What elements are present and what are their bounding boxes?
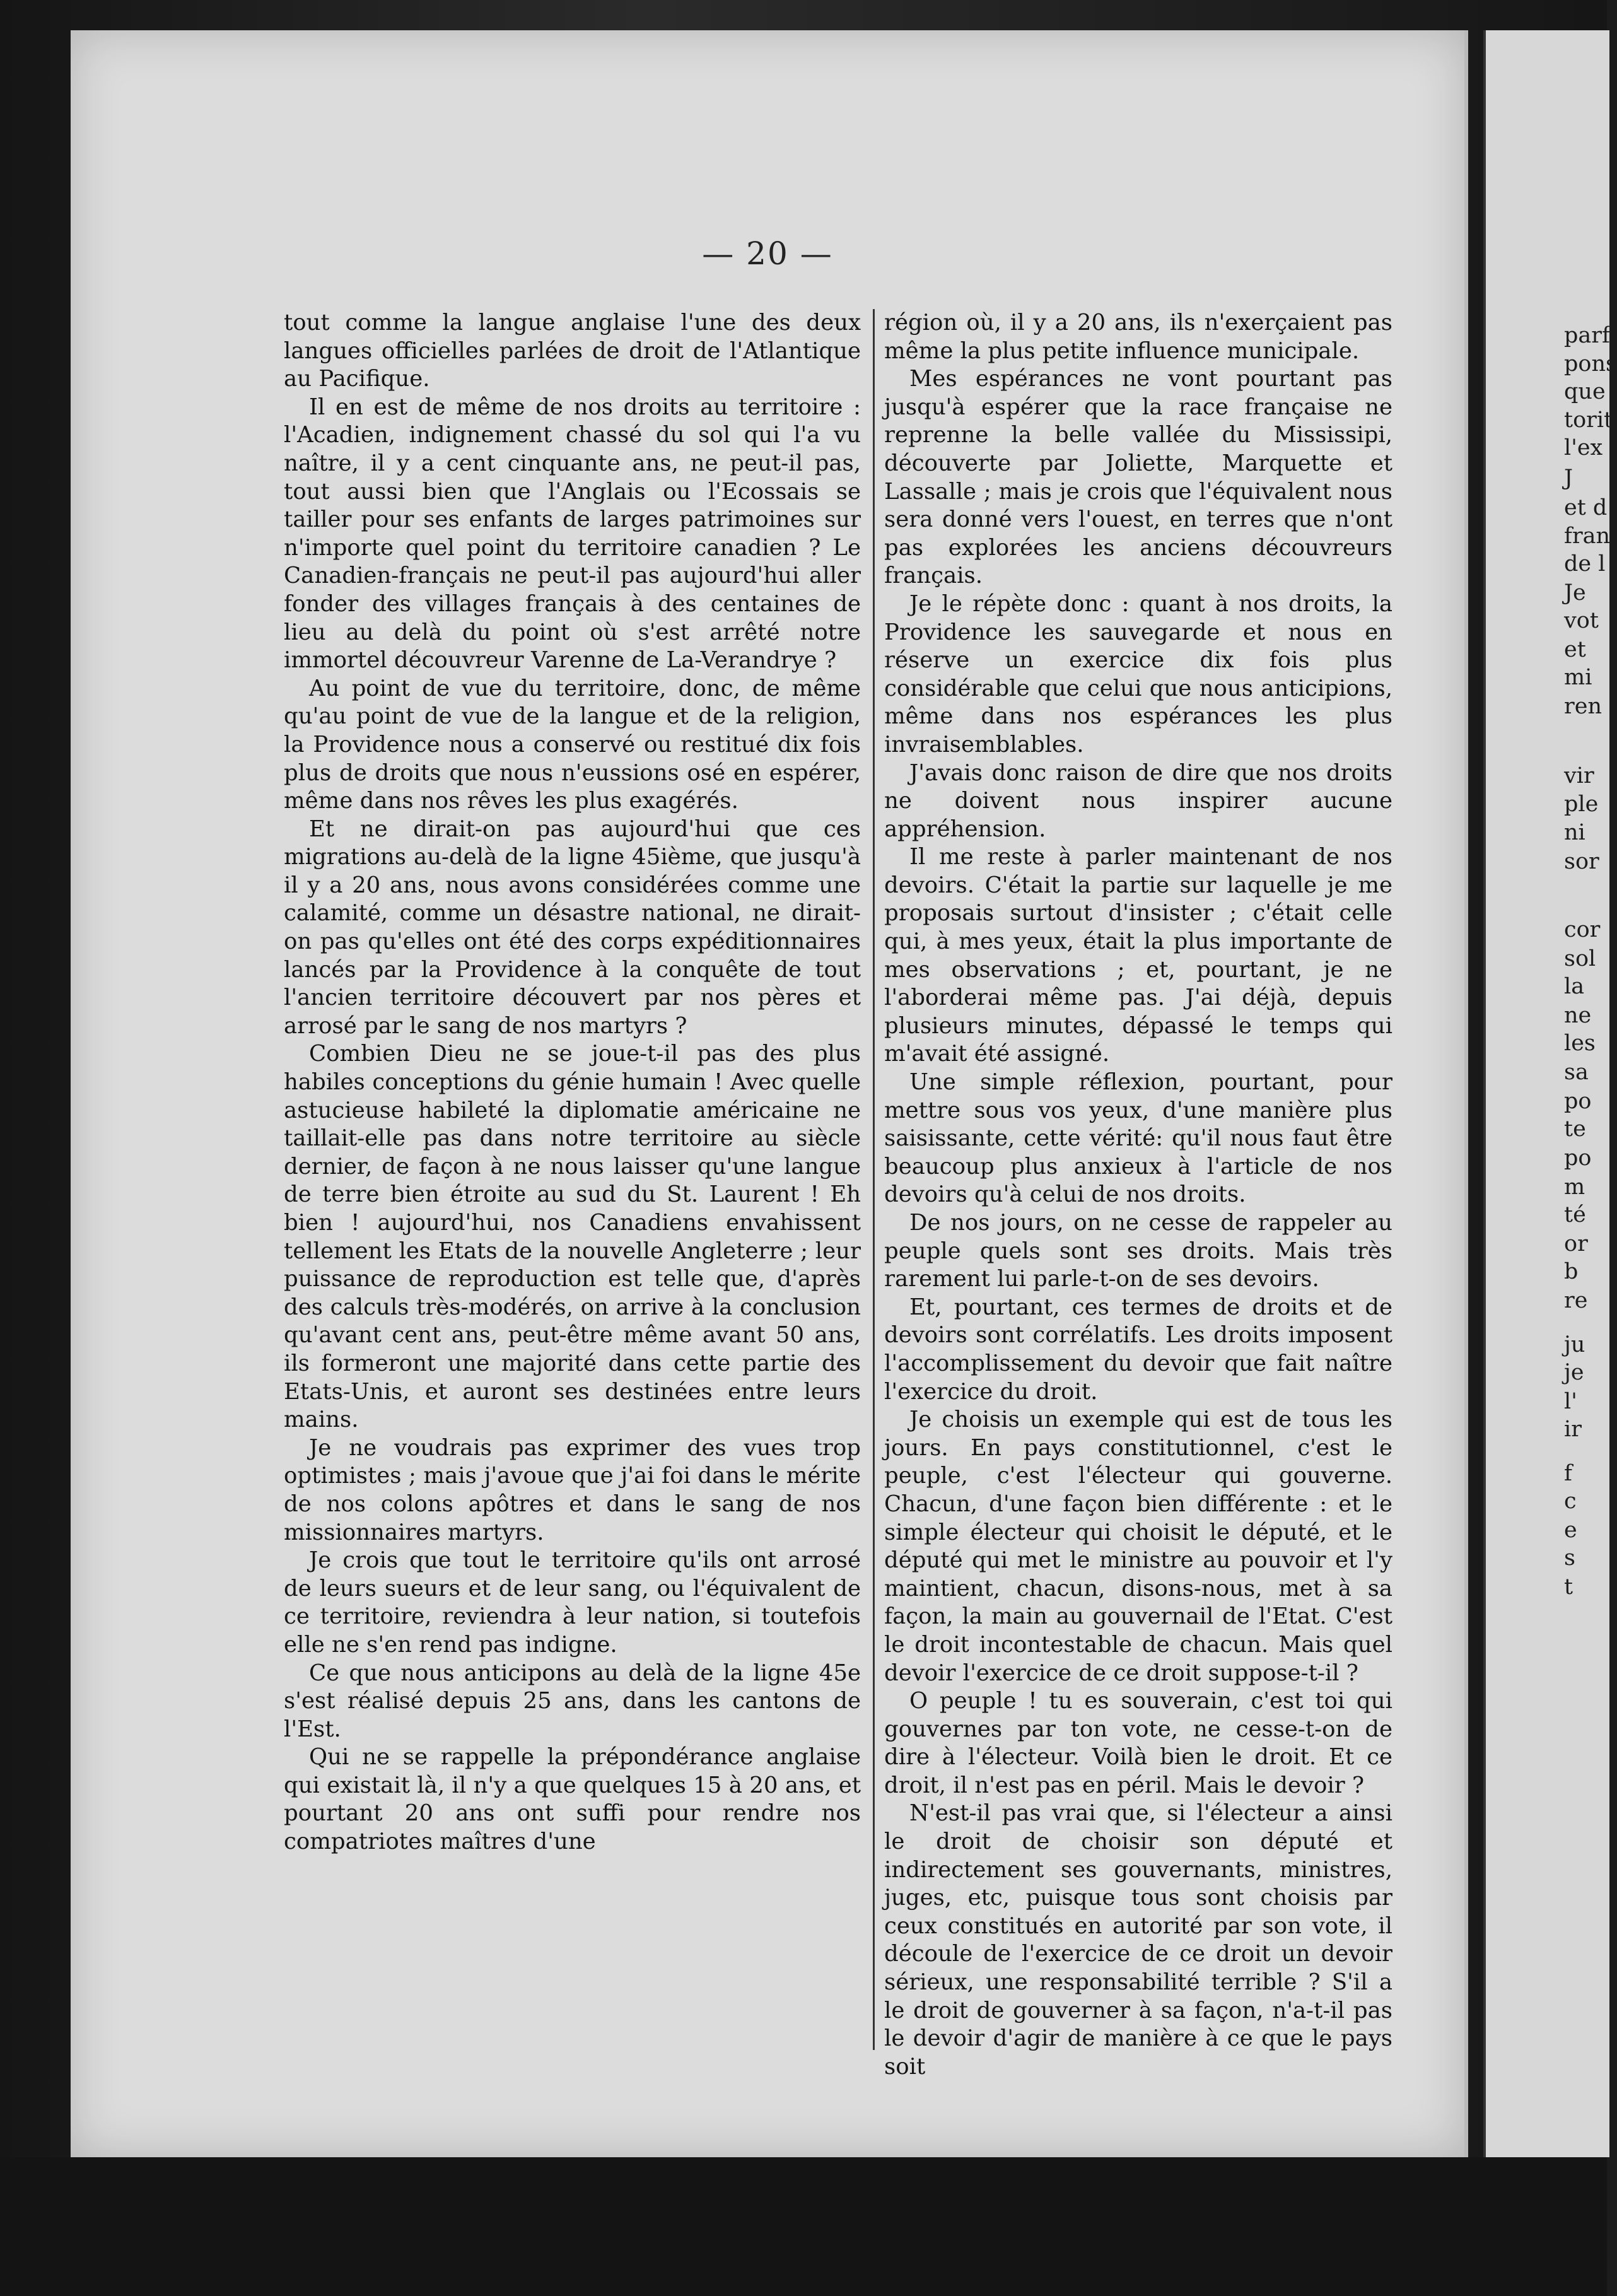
adjacent-page-fragment: m (1564, 1174, 1585, 1200)
paragraph: région où, il y a 20 ans, ils n'exerçaient pas même la plus petite influence municipale. (884, 310, 1392, 364)
adjacent-page-fragment: J (1564, 466, 1573, 491)
paragraph: Je crois que tout le territoire qu'ils ont arrosé de leurs sueurs et de leur sang, ou l'équivalent de ce territoire, reviendra à leur nation, si toutefois elle ne s'en rend pas indigne. (284, 1547, 861, 1658)
adjacent-page-fragment: que (1564, 379, 1606, 404)
adjacent-page-fragment: ni (1564, 820, 1585, 845)
adjacent-page-fragment: po (1564, 1089, 1592, 1114)
scan-bottom-margin (0, 2157, 1607, 2296)
adjacent-page-fragment: ju (1564, 1332, 1585, 1357)
page-number: — 20 — (702, 235, 833, 272)
paragraph: Il en est de même de nos droits au territoire : l'Acadien, indignement chassé du sol qui l'a vu naître, il y a cent cinquante ans, ne peut-il pas, tout aussi bien que l'Anglais ou l'Ecossais se tailler pour ses enfants de larges patrimoines sur n'importe quel point du territoire canadien ? Le Canadien-français ne peut-il pas aujourd'hui aller fonder des villages français à des centaines de lieu au delà du point où s'est arrêté notre immortel découvreur Varenne de La-Verandrye ? (284, 394, 861, 674)
adjacent-page-fragment: parf (1564, 323, 1610, 348)
paragraph: N'est-il pas vrai que, si l'électeur a ainsi le droit de choisir son député et indirectement ses gouvernants, ministres, juges, etc, puisque tous sont choisis par ceux constitués en autorité par son vote, il découle de l'exercice de ce droit un devoir sérieux, une responsabilité terrible ? S'il a le droit de gouverner à sa façon, n'a-t-il pas le devoir d'agir de manière à ce que le pays soit (884, 1800, 1392, 2080)
paragraph: Il me reste à parler maintenant de nos devoirs. C'était la partie sur laquelle je me proposais surtout d'insister ; c'était celle qui, à mes yeux, était la plus importante de mes observations ; et, pourtant, je ne l'aborderai même pas. J'ai déjà, depuis plusieurs minutes, dépassé le temps qui m'avait été assigné. (884, 844, 1392, 1067)
adjacent-page-fragment: t (1564, 1574, 1573, 1600)
paragraph: Au point de vue du territoire, donc, de même qu'au point de vue de la langue et de la religion, la Providence nous a conservé ou restitué dix fois plus de droits que nous n'eussions osé en espérer, même dans nos rêves les plus exagérés. (284, 675, 861, 814)
adjacent-page-fragment: Je (1564, 580, 1586, 606)
right-text-column (884, 309, 1392, 2081)
left-text-column (284, 309, 861, 1856)
paragraph: O peuple ! tu es souverain, c'est toi qui gouvernes par ton vote, ne cesse-t-on de dire à l'électeur. Voilà bien le droit. Et ce droit, il n'est pas en péril. Mais le devoir ? (884, 1688, 1392, 1798)
column-divider (873, 309, 875, 2050)
adjacent-page-fragment: pons (1564, 351, 1617, 377)
adjacent-page-fragment: sor (1564, 849, 1599, 874)
adjacent-page-fragment: po (1564, 1145, 1592, 1171)
adjacent-page-fragment: cor (1564, 917, 1601, 942)
paragraph: Ce que nous anticipons au delà de la ligne 45e s'est réalisé depuis 25 ans, dans les cantons de l'Est. (284, 1660, 861, 1742)
paragraph: Qui ne se rappelle la prépondérance anglaise qui existait là, il n'y a que quelques 15 à 20 ans, et pourtant 20 ans ont suffi pour rendre nos compatriotes maîtres d'une (284, 1744, 861, 1855)
adjacent-page-fragment: les (1564, 1031, 1596, 1056)
adjacent-page-fragment: vot (1564, 608, 1599, 633)
adjacent-page-fragment: fran (1564, 524, 1611, 549)
adjacent-page-edge (1483, 30, 1617, 2157)
paragraph: Je choisis un exemple qui est de tous les jours. En pays constitutionnel, c'est le peuple, c'est l'électeur qui gouverne. Chacun, d'une façon bien différente : et le simple électeur qui choisit le député, et le député qui met le ministre au pouvoir et l'y maintient, chacun, disons-nous, met à sa façon, la main au gouvernail de l'Etat. C'est le droit incontestable de chacun. Mais quel devoir l'exercice de ce droit suppose-t-il ? (884, 1407, 1392, 1686)
adjacent-page-fragment: sol (1564, 946, 1596, 971)
adjacent-page-fragment: la (1564, 974, 1585, 999)
paragraph: Et, pourtant, ces termes de droits et de devoirs sont corrélatifs. Les droits imposent l'accomplissement du devoir que fait naître l'exercice du droit. (884, 1294, 1392, 1405)
paragraph: Combien Dieu ne se joue-t-il pas des plus habiles conceptions du génie humain ! Avec quelle astucieuse habileté la diplomatie américaine ne taillait-elle pas dans notre territoire au siècle dernier, de façon à ne nous laisser qu'une langue de terre bien étroite au sud du St. Laurent ! Eh bien ! aujourd'hui, nos Canadiens envahissent tellement les Etats de la nouvelle Angleterre ; leur puissance de reproduction est telle que, d'après des calculs très-modérés, on arrive à la conclusion qu'avant cent ans, peut-être même avant 50 ans, ils formeront une majorité dans cette partie des Etats-Unis, et auront ses destinées entre leurs mains. (284, 1041, 861, 1433)
adjacent-page-fragment: té (1564, 1202, 1586, 1227)
adjacent-page-fragment: b (1564, 1259, 1579, 1284)
adjacent-page-fragment: de l (1564, 551, 1606, 577)
adjacent-page-fragment: c (1564, 1489, 1577, 1514)
adjacent-page-fragment: s (1564, 1545, 1575, 1571)
paragraph: tout comme la langue anglaise l'une des deux langues officielles parlées de droit de l'Atlantique au Pacifique. (284, 310, 861, 392)
adjacent-page-fragment: or (1564, 1231, 1588, 1256)
adjacent-page-fragment: f (1564, 1461, 1572, 1486)
adjacent-page-fragment: mi (1564, 665, 1592, 690)
adjacent-page-fragment: et d (1564, 495, 1608, 520)
adjacent-page-fragment: torit (1564, 407, 1613, 433)
adjacent-page-fragment: ir (1564, 1417, 1582, 1442)
paragraph: Mes espérances ne vont pourtant pas jusqu'à espérer que la race française ne reprenne la belle vallée du Mississipi, découverte par Joliette, Marquette et Lassalle ; mais je crois que l'équivalent nous sera donné vers l'ouest, en terres que n'ont pas explorées les anciens découvreurs français. (884, 366, 1392, 589)
paragraph: De nos jours, on ne cesse de rappeler au peuple quels sont ses droits. Mais très rarement lui parle-t-on de ses devoirs. (884, 1210, 1392, 1292)
paragraph: Et ne dirait-on pas aujourd'hui que ces migrations au-delà de la ligne 45ième, que jusqu'à il y a 20 ans, nous avons considérées comme une calamité, comme un désastre national, ne dirait-on pas qu'elles ont été des corps expéditionnaires lancés par la Providence à la conquête de tout l'ancien territoire découvert par nos pères et arrosé par le sang de nos martyrs ? (284, 816, 861, 1039)
adjacent-page-fragment: te (1564, 1116, 1586, 1142)
adjacent-page-fragment: e (1564, 1518, 1577, 1543)
adjacent-page-fragment: l'ex (1564, 435, 1603, 460)
paragraph: J'avais donc raison de dire que nos droits ne doivent nous inspirer aucune appréhension. (884, 759, 1392, 842)
adjacent-page-fragment: ne (1564, 1003, 1592, 1028)
adjacent-page-fragment: ren (1564, 694, 1602, 719)
paragraph: Je le répète donc : quant à nos droits, la Providence les sauvegarde et nous en réserve un exercice dix fois plus considérable que celui que nous anticipions, même dans nos espérances les plus invraisemblables. (884, 590, 1392, 758)
adjacent-page-fragment: sa (1564, 1060, 1589, 1085)
paragraph: Je ne voudrais pas exprimer des vues trop optimistes ; mais j'avoue que j'ai foi dans le mérite de nos colons apôtres et dans le sang de nos missionnaires martyrs. (284, 1434, 861, 1545)
adjacent-page-fragment: je (1564, 1360, 1584, 1385)
adjacent-page-fragment: vir (1564, 763, 1594, 788)
adjacent-page-fragment: ple (1564, 792, 1599, 817)
adjacent-page-fragment: l' (1564, 1389, 1577, 1414)
adjacent-page-fragment: re (1564, 1288, 1588, 1313)
adjacent-page-fragment: et (1564, 637, 1586, 662)
paragraph: Une simple réflexion, pourtant, pour mettre sous vos yeux, d'une manière plus saisissante, cette vérité: qu'il nous faut être beaucoup plus anxieux à l'article de nos devoirs qu'à celui de nos droits. (884, 1069, 1392, 1208)
